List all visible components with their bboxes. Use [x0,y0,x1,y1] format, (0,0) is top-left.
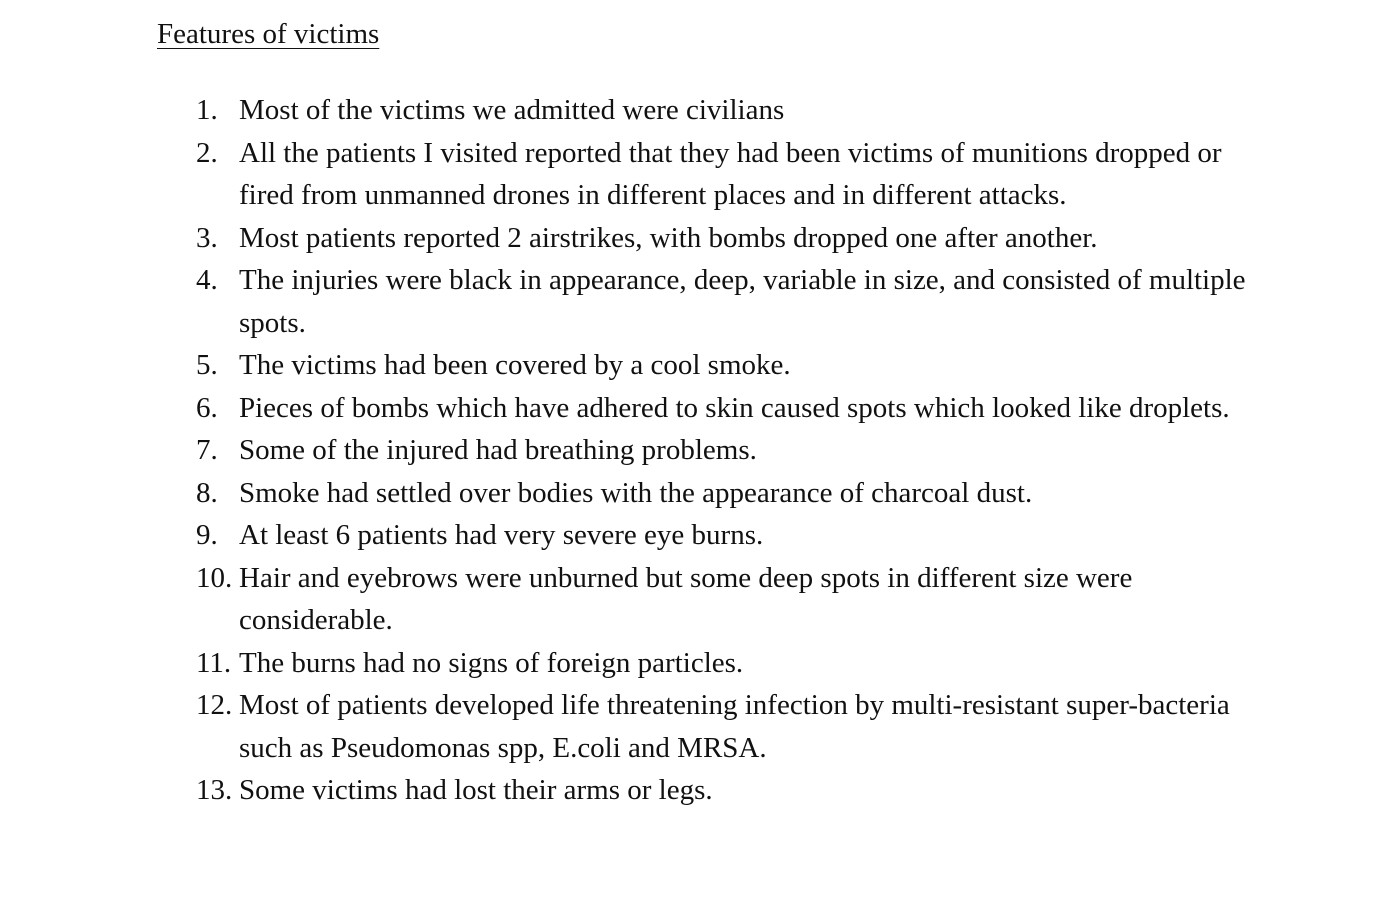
list-item-number: 1. [196,94,218,126]
list-item-number: 9. [196,519,218,551]
list-item [196,89,1256,132]
list-item-number: 2. [196,136,218,169]
list-item-text: The injuries were black in appearance, deep, variable in size, and consisted of multiple spots. [239,264,1246,339]
list-item-text: Most of the victims we admitted were civilians [239,94,785,126]
list-item-text: All the patients I visited reported that they had been victims of munitions dropped or fired from unmanned drones in different places and in different attacks. [239,136,1222,211]
list-item [196,132,1256,217]
section-heading: Features of victims [157,18,380,50]
list-item-number: 7. [196,434,218,466]
list-item [196,557,1256,642]
list-item-number: 4. [196,264,218,296]
list-item-number: 5. [196,349,218,381]
list-item [196,217,1256,260]
list-item-text: Some of the injured had breathing problems. [239,434,757,466]
list-item [196,514,1256,557]
list-item [196,642,1256,685]
list-item-text: Most patients reported 2 airstrikes, with bombs dropped one after another. [239,221,1098,254]
list-item-text: Smoke had settled over bodies with the appearance of charcoal dust. [239,476,1033,509]
list-item-text: Hair and eyebrows were unburned but some deep spots in different size were considerable. [239,561,1133,636]
list-item [196,472,1256,515]
list-item-text: The burns had no signs of foreign particles. [239,646,744,679]
list-item-number: 12. [196,689,233,721]
list-item-number: 6. [196,391,218,424]
list-item-text: The victims had been covered by a cool smoke. [239,349,791,381]
list-item-number: 8. [196,476,218,509]
list-item-number: 11. [196,646,232,679]
list-item [196,684,1256,769]
list-item-text: Most of patients developed life threatening infection by multi-resistant super-bacteria such as Pseudomonas spp, E.coli and MRSA. [239,689,1230,764]
list-item-number: 10. [196,561,233,594]
list-item-text: At least 6 patients had very severe eye burns. [239,519,764,551]
victim-features-list [196,89,1256,812]
list-item [196,259,1256,344]
list-item-text: Some victims had lost their arms or legs. [239,774,713,806]
list-item-text: Pieces of bombs which have adhered to skin caused spots which looked like droplets. [239,391,1230,424]
list-item [196,387,1256,430]
list-item-number: 3. [196,221,218,254]
list-item [196,344,1256,387]
list-item-number: 13. [196,774,233,806]
list-item [196,429,1256,472]
list-item [196,769,1256,812]
